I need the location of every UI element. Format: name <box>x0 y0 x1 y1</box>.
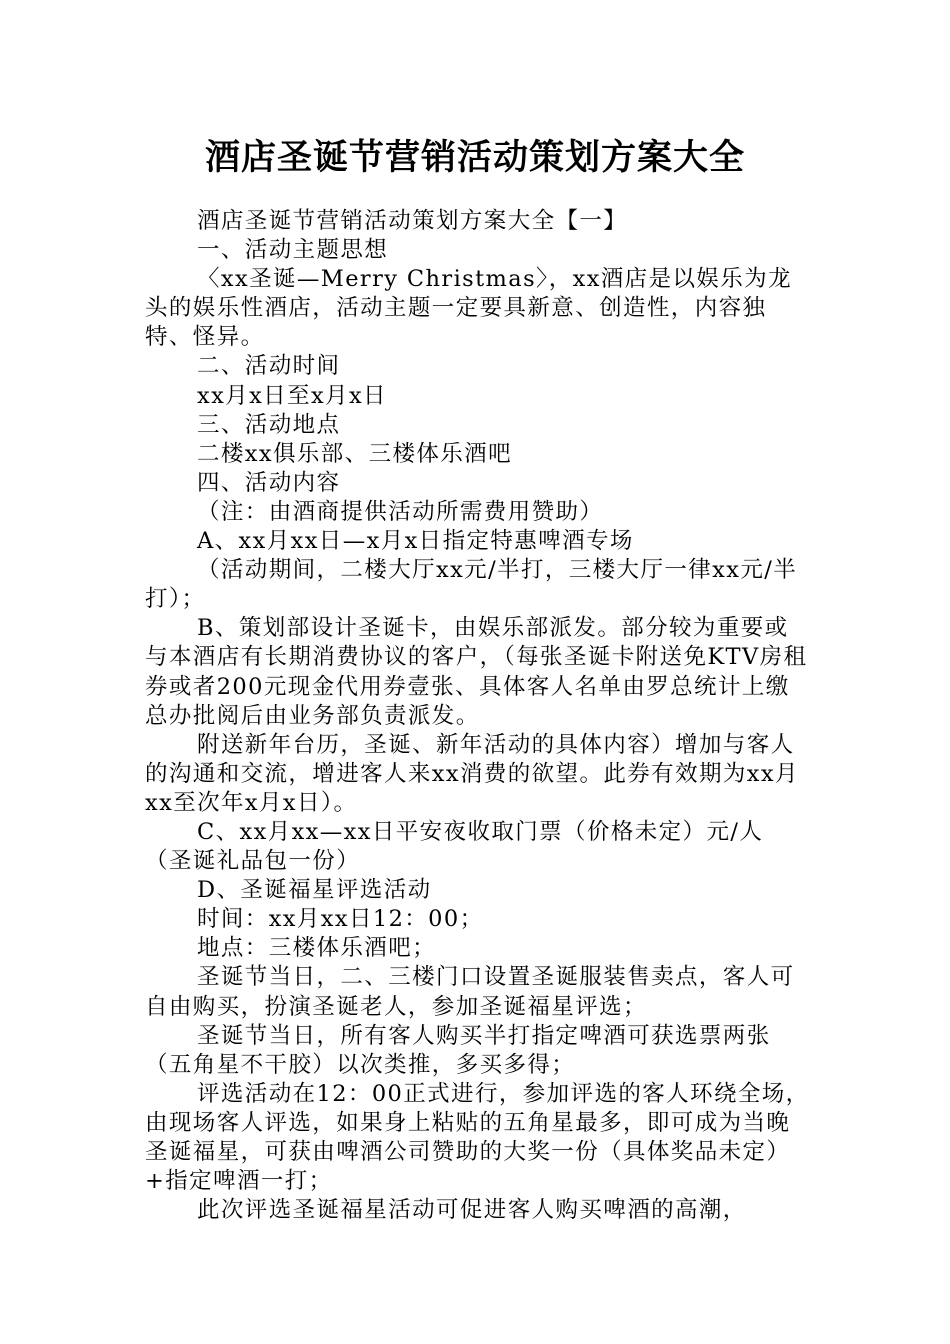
item-b: B、策划部设计圣诞卡，由娱乐部派发。部分较为重要或与本酒店有长期消费协议的客户，（每张圣诞卡附送免KTV房租券或者200元现金代用券壹张、具体客人名单由罗总统计上缴总办批阅后由业务部负责派发。 <box>145 615 808 729</box>
item-d-time: 时间：xx月xx日12：00； <box>197 906 484 933</box>
item-d: D、圣诞福星评选活动 <box>197 877 432 904</box>
item-d-location: 地点：三楼体乐酒吧； <box>197 935 437 962</box>
item-d-paragraph-2: 圣诞节当日，所有客人购买半打指定啤酒可获选票两张（五角星不干胶）以次类推，多买多得； <box>145 1022 771 1078</box>
item-c: C、xx月xx—xx日平安夜收取门票（价格未定）元/人（圣诞礼品包一份） <box>145 818 764 875</box>
item-d-paragraph-3: 评选活动在12：00正式进行，参加评选的客人环绕全场，由现场客人评选，如果身上粘贴的五角星最多，即可成为当晚圣诞福星，可获由啤酒公司赞助的大奖一份（具体奖品未定）+指定啤酒一打； <box>145 1080 810 1195</box>
paragraph-note: （注：由酒商提供活动所需费用赞助） <box>197 498 604 525</box>
paragraph-theme: 〈xx圣诞—Merry Christmas〉，xx酒店是以娱乐为龙头的娱乐性酒店，活动主题一定要具新意、创造性，内容独特、怪异。 <box>145 266 792 351</box>
item-d-paragraph-4: 此次评选圣诞福星活动可促进客人购买啤酒的高潮， <box>197 1197 747 1224</box>
heading-time: 二、活动时间 <box>197 353 341 380</box>
document-body <box>145 207 810 1225</box>
paragraph-location: 二楼xx俱乐部、三楼体乐酒吧 <box>197 440 512 467</box>
heading-location: 三、活动地点 <box>197 411 341 438</box>
item-a: A、xx月xx日—x月x日指定特惠啤酒专场 <box>197 528 634 555</box>
paragraph-time: xx月x日至x月x日 <box>197 382 387 409</box>
heading-theme: 一、活动主题思想 <box>197 237 389 264</box>
heading-content: 四、活动内容 <box>197 469 341 496</box>
item-b-detail: 附送新年台历，圣诞、新年活动的具体内容）增加与客人的沟通和交流，增进客人来xx消费的欲望。此券有效期为xx月xx至次年x月x日）。 <box>145 731 799 816</box>
item-d-paragraph-1: 圣诞节当日，二、三楼门口设置圣诞服装售卖点，客人可自由购买，扮演圣诞老人，参加圣诞福星评选； <box>145 964 795 1020</box>
item-a-detail: （活动期间，二楼大厅xx元/半打，三楼大厅一律xx元/半打）； <box>145 557 798 613</box>
document-title: 酒店圣诞节营销活动策划方案大全 <box>204 137 745 178</box>
section-heading-1: 酒店圣诞节营销活动策划方案大全【一】 <box>197 208 628 234</box>
